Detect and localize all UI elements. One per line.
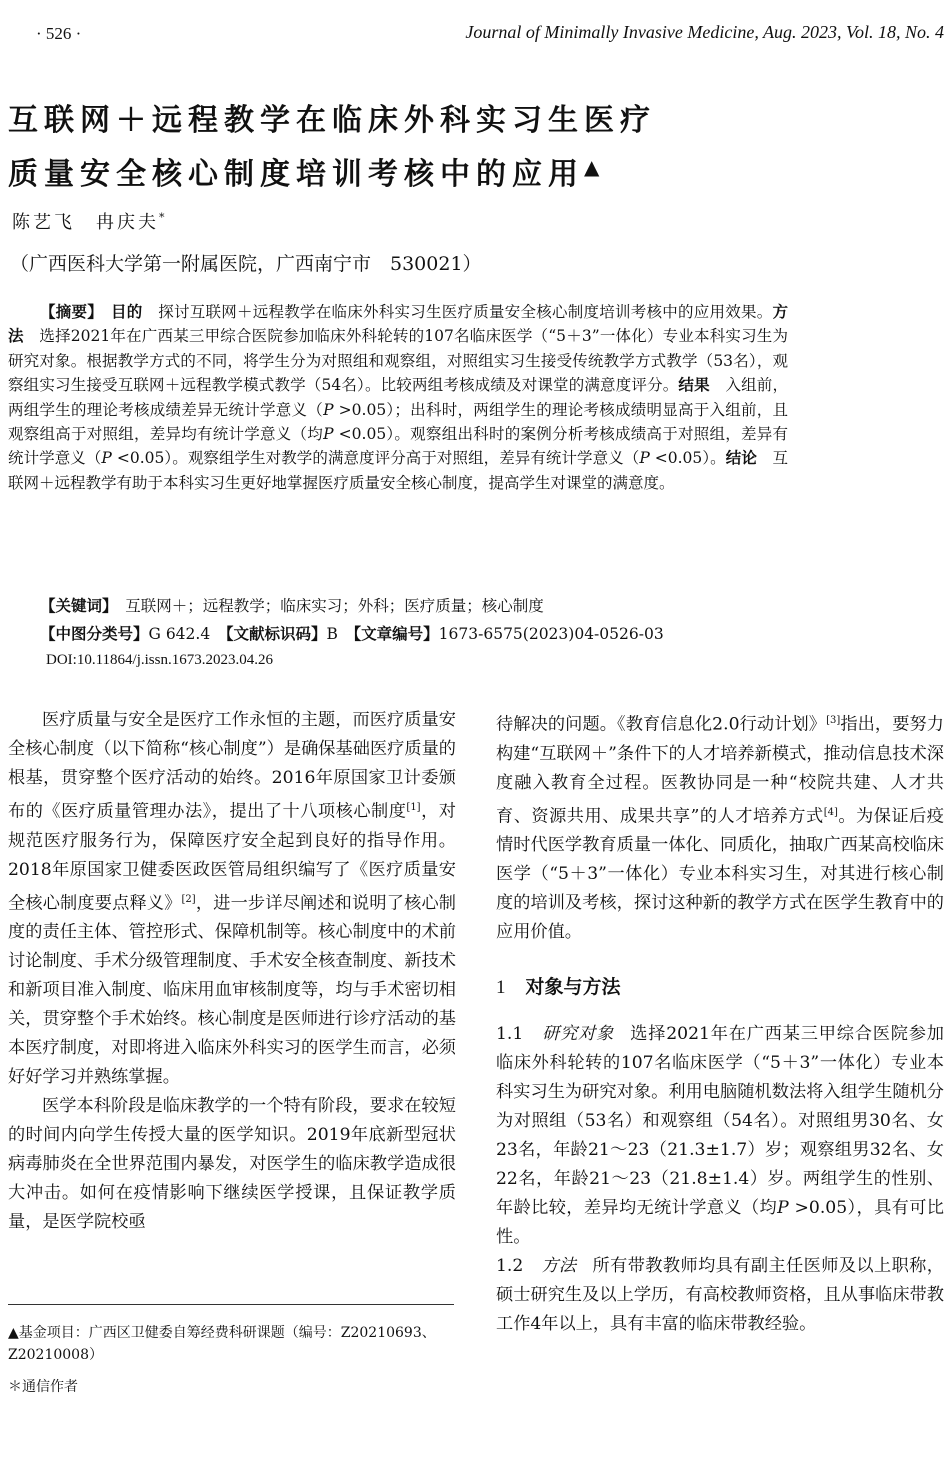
results-label: 结果 — [678, 376, 710, 395]
paragraph: 待解决的问题。《教育信息化2.0行动计划》[3]指出，要努力构建“互联网＋”条件下的人才培养新模式，推动信息技术深度融入教育全过程。医教协同是一种“校院共建、人才共育、资源共用、成果共享”的人才培养方式[4]。为保证后疫情时代医学教育质量一体化、同质化，抽取广西某高校临床医学（“5＋3”一体化）专业本科实习生，对其进行核心制度的培训及考核，探讨这种新的教学方式在医学生教育中的应用价值。 — [496, 714, 944, 943]
citation-ref[interactable]: [3] — [826, 715, 841, 726]
paragraph: 医学本科阶段是临床教学的一个特有阶段，要求在较短的时间内向学生传授大量的医学知识。2019年底新型冠状病毒肺炎在全世界范围内暴发，对医学生的临床教学造成很大冲击。如何在疫情影响下继续医学授课，且保证教学质量，是医学院校亟 — [8, 1096, 456, 1233]
objective-label: 目的 — [111, 303, 143, 321]
corresponding-footnote: ＊通信作者 — [8, 1379, 78, 1395]
title-line-1: 互联网＋远程教学在临床外科实习生医疗 — [8, 103, 656, 138]
running-header — [0, 14, 950, 54]
subsection-1-2: 1.2 方法 所有带教教师均具有副主任医师及以上职称，硕士研究生及以上学历，有高校教师资格，且从事临床带教工作4年以上，具有丰富的临床带教经验。 — [496, 1256, 944, 1335]
doi: DOI:10.11864/j.issn.1673.2023.04.26 — [46, 652, 273, 668]
corresponding-mark: * — [159, 211, 168, 224]
journal-citation: Journal of Minimally Invasive Medicine, Aug. 2023, Vol. 18, No. 4 — [465, 22, 944, 42]
title-line-2: 质量安全核心制度培训考核中的应用▲ — [8, 155, 600, 192]
abstract-label: 【摘要】 — [40, 303, 96, 321]
abstract: 【摘要】 目的 探讨互联网＋远程教学在临床外科实习生医疗质量安全核心制度培训考核中的应用效果。方法 选择2021年在广西某三甲综合医院参加临床外科轮转的107名临床医学（“5＋3”一体化）专业本科实习生为研究对象。根据教学方式的不同，将学生分为对照组和观察组，对照组实习生接受传统教学方式教学（53名），观察组实习生接受互联网＋远程教学模式教学（54名）。比较两组考核成绩及对课堂的满意度评分。结果 入组前，两组学生的理论考核成绩差异无统计学意义（P >0.05）；出科时，两组学生的理论考核成绩明显高于入组前，且观察组高于对照组，差异均有统计学意义（均P <0.05）。观察组出科时的案例分析考核成绩高于对照组，差异有统计学意义（P <0.05）。观察组学生对教学的满意度评分高于对照组，差异有统计学意义（P <0.05）。结论 互联网＋远程教学有助于本科实习生更好地掌握医疗质量安全核心制度，提高学生对课堂的满意度。 — [8, 303, 788, 492]
subsection-1-1: 1.1 研究对象 选择2021年在广西某三甲综合医院参加临床外科轮转的107名临床医学（“5＋3”一体化）专业本科实习生为研究对象。利用电脑随机数法将入组学生随机分为对照组（53名）和观察组（54名）。对照组男30名、女23名，年龄21～23（21.3±1.7）岁；观察组男32名、女22名，年龄21～23（21.8±1.4）岁。两组学生的性别、年龄比较，差异均无统计学意义（均P >0.05），具有可比性。 — [496, 1024, 944, 1248]
affiliation: （广西医科大学第一附属医院，广西南宁市 530021） — [10, 253, 482, 275]
keywords: 【关键词】 互联网＋；远程教学；临床实习；外科；医疗质量；核心制度 — [40, 597, 544, 615]
body-column-right — [496, 706, 944, 1339]
citation-ref[interactable]: [4] — [823, 806, 838, 818]
page-number: · 526 · — [36, 24, 82, 43]
funding-footnote: ▲基金项目：广西区卫健委自筹经费科研课题（编号：Z20210693、Z20210008） — [8, 1325, 436, 1363]
methods-label: 方法 — [8, 303, 788, 346]
footnote-divider — [8, 1304, 454, 1305]
funding-mark: ▲ — [584, 155, 600, 179]
conclusion-label: 结论 — [725, 449, 757, 468]
citation-ref[interactable]: [2] — [181, 893, 196, 905]
section-heading: 1 对象与方法 — [496, 976, 621, 999]
authors: 陈艺飞 冉庆夫* — [12, 211, 168, 233]
paragraph: 医疗质量与安全是医疗工作永恒的主题，而医疗质量安全核心制度（以下简称“核心制度”）是确保基础医疗质量的根基，贯穿整个医疗活动的始终。2016年原国家卫计委颁布的《医疗质量管理办法》，提出了十八项核心制度[1]，对规范医疗服务行为，保障医疗安全起到良好的指导作用。2018年原国家卫健委医政医管局组织编写了《医疗质量安全核心制度要点释义》[2]，进一步详尽阐述和说明了核心制度的责任主体、管控形式、保障机制等。核心制度中的术前讨论制度、手术分级管理制度、手术安全核查制度、新技术和新项目准入制度、临床用血审核制度等，均与手术密切相关，贯穿整个手术始终。核心制度是医师进行诊疗活动的基本医疗制度，对即将进入临床外科实习的医学生而言，必须好好学习并熟练掌握。 — [8, 710, 456, 1088]
body-column-left — [8, 706, 456, 1237]
classification-line: 【中图分类号】G 642.4 【文献标识码】B 【文章编号】1673-6575(2023)04-0526-03 — [40, 625, 664, 643]
article-title — [8, 98, 908, 198]
citation-ref[interactable]: [1] — [406, 802, 421, 813]
